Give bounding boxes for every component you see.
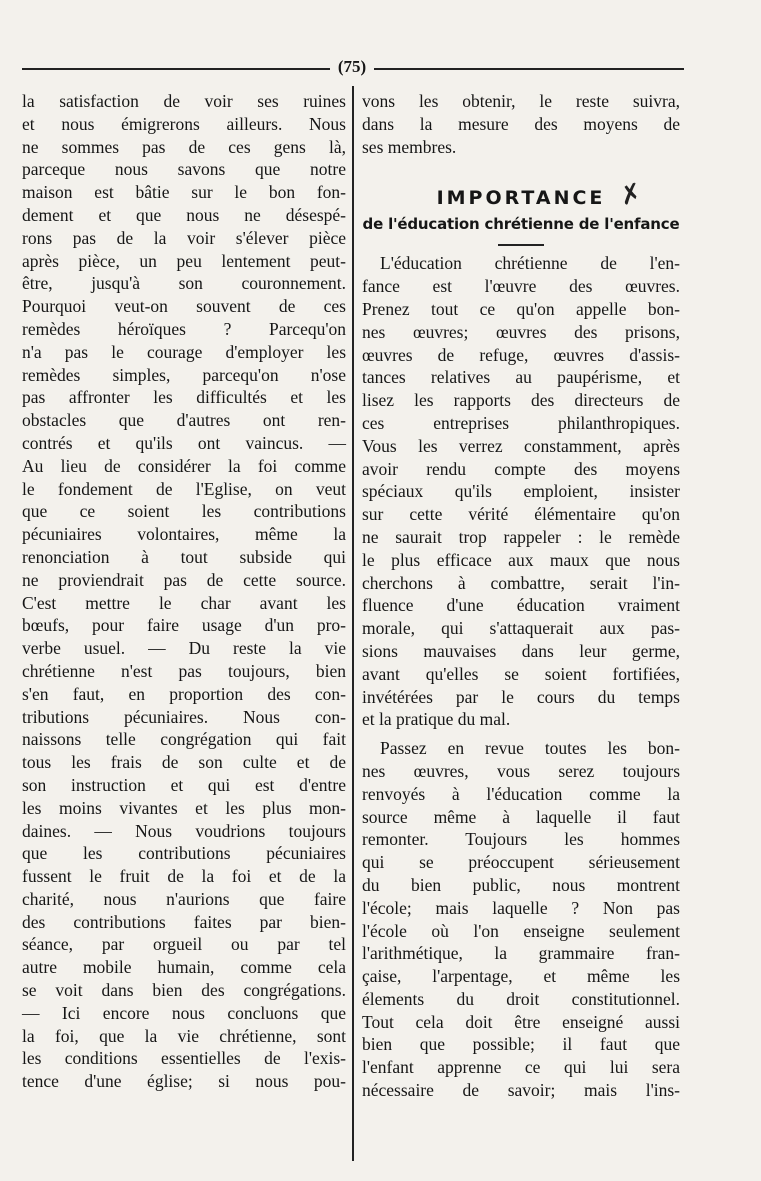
text-line: des contributions faites par bien- (22, 911, 346, 932)
text-line: qui se préoccupent sérieusement (362, 852, 680, 873)
text-line: sions mauvaises dans leur germe, (362, 640, 680, 661)
text-line: l'école où l'on enseigne seulement (362, 920, 680, 941)
text-line: pécuniaires volontaires, même la (22, 524, 346, 545)
text-line: lisez les rapports des directeurs de (362, 390, 680, 411)
text-line: l'enfant apprenne ce qui lui sera (362, 1057, 680, 1078)
text-line: morale, qui s'attaquerait aux pas- (362, 618, 680, 639)
text-line: la satisfaction de voir ses ruines (22, 91, 346, 111)
text-line: bien que possible; il faut que (362, 1034, 680, 1055)
text-line: nes œuvres; œuvres des prisons, (362, 321, 680, 342)
text-line: daines. — Nous voudrions toujours (22, 820, 346, 841)
article-subtitle: de l'éducation chrétienne de l'enfance (362, 215, 680, 234)
text-line: renvoyés à l'éducation comme la (362, 783, 680, 804)
text-line: fance est l'œuvre des œuvres. (362, 276, 680, 297)
text-line: ses membres. (362, 136, 457, 157)
text-line: ces entreprises philanthropiques. (362, 412, 680, 433)
text-line: verbe usuel. — Du reste la vie (22, 638, 346, 659)
text-line: que les contributions pécuniaires (22, 843, 346, 864)
text-line: ne proviendrait pas de cette source. (22, 569, 346, 590)
text-line: rons pas de la voir s'élever pièce (22, 227, 346, 248)
text-line: naissons telle congrégation qui fait (22, 729, 346, 750)
left-column (22, 90, 346, 1093)
text-line: nes œuvres, vous serez toujours (362, 760, 680, 781)
text-line: obstacles que d'autres ont ren- (22, 410, 346, 431)
text-line: Pourquoi veut-on souvent de ces (22, 296, 346, 317)
text-line: fussent le fruit de la foi et de la (22, 866, 346, 887)
text-line: s'en faut, en proportion des con- (22, 683, 346, 704)
intro-text (362, 90, 680, 158)
text-line: que ce soient les contributions (22, 501, 346, 522)
text-line: ne sommes pas de ces gens là, (22, 136, 346, 157)
text-line: maison est bâtie sur le bon fon- (22, 182, 346, 203)
text-line: dement et que nous ne désespé- (22, 204, 346, 225)
text-line: tributions pécuniaires. Nous con- (22, 706, 346, 727)
text-line: fluence d'une éducation vraiment (362, 595, 680, 616)
text-line: l'arithmétique, la grammaire fran- (362, 943, 680, 964)
text-line: vons les obtenir, le reste suivra, (362, 91, 680, 111)
text-line: autre mobile humain, comme cela (22, 957, 346, 978)
text-line: Tout cela doit être enseigné aussi (362, 1011, 680, 1032)
text-line: œuvres de refuge, œuvres d'assis- (362, 344, 680, 365)
text-line: être, jusqu'à son couronnement. (22, 273, 346, 294)
text-line: Prenez tout ce qu'on appelle bon- (362, 298, 680, 319)
text-line: n'a pas le courage d'employer les (22, 341, 346, 362)
text-line: remonter. Toujours les hommes (362, 829, 680, 850)
text-line: les conditions essentielles de l'exis- (22, 1048, 346, 1069)
text-line: le fondement de l'Eglise, on veut (22, 478, 346, 499)
text-line: parceque nous savons que notre (22, 159, 346, 180)
text-line: avant qu'elles se soient fortifiées, (362, 663, 680, 684)
text-line: l'école; mais laquelle ? Non pas (362, 897, 680, 918)
text-line: çaise, l'arpentage, et même les (362, 966, 680, 987)
text-line: charité, nous n'aurions que faire (22, 888, 346, 909)
text-line: source même à laquelle il faut (362, 806, 680, 827)
paragraph-2 (362, 737, 680, 1102)
text-line: tous les frais de son culte et de (22, 752, 346, 773)
page-number: (75) (330, 56, 374, 78)
text-line: Passez en revue toutes les bon- (380, 738, 680, 759)
text-line: ne saurait trop rappeler : le remède (362, 526, 680, 547)
text-line: cherchons à combattre, serait l'in- (362, 572, 680, 593)
text-line: du bien public, nous montrent (362, 874, 680, 895)
right-column (362, 90, 680, 1102)
text-line: L'éducation chrétienne de l'en- (380, 253, 680, 274)
text-line: invétérées par le cours du temps (362, 686, 680, 707)
text-line: et la pratique du mal. (362, 709, 511, 730)
text-line: les moins vivantes et les plus mon- (22, 797, 346, 818)
text-line: le plus efficace aux maux que nous (362, 549, 680, 570)
handwritten-cross-mark: ✗ (616, 177, 646, 213)
text-line: nécessaire de savoir; mais l'ins- (362, 1080, 680, 1101)
text-line: se voit dans bien des congrégations. (22, 980, 346, 1001)
text-line: remèdes héroïques ? Parcequ'on (22, 318, 346, 339)
column-divider (352, 86, 354, 1161)
text-line: pas affronter les difficultés et les (22, 387, 346, 408)
text-line: dans la mesure des moyens de (362, 113, 680, 134)
text-line: son instruction et qui est d'entre (22, 774, 346, 795)
text-line: renonciation à tout subside qui (22, 546, 346, 567)
text-line: contrés et qu'ils ont vaincus. — (22, 432, 346, 453)
text-line: sur cette vérité élémentaire qu'on (362, 504, 680, 525)
text-line: et nous émigrerons ailleurs. Nous (22, 113, 346, 134)
text-line: avoir rendu compte des moyens (362, 458, 680, 479)
article-title: IMPORTANCE (436, 187, 606, 210)
text-line: Au lieu de considérer la foi comme (22, 455, 346, 476)
text-line: bœufs, pour faire usage d'un pro- (22, 615, 346, 636)
text-line: remèdes simples, parcequ'on n'ose (22, 364, 346, 385)
text-line: après pièce, un peu lentement peut- (22, 250, 346, 271)
text-line: spéciaux qu'ils emploient, insister (362, 481, 680, 502)
paragraph-1 (362, 252, 680, 731)
text-line: chrétienne n'est pas toujours, bien (22, 660, 346, 681)
text-line: élements du droit constitutionnel. (362, 988, 680, 1009)
text-line: Vous les verrez constamment, après (362, 435, 680, 456)
text-line: séance, par orgueil ou par tel (22, 934, 346, 955)
text-line: — Ici encore nous concluons que (22, 1002, 346, 1023)
text-line: tence d'une église; si nous pou- (22, 1071, 346, 1092)
text-line: tances relatives au paupérisme, et (362, 367, 680, 388)
title-rule (498, 244, 544, 246)
text-line: C'est mettre le char avant les (22, 592, 346, 613)
text-line: la foi, que la vie chrétienne, sont (22, 1025, 346, 1046)
